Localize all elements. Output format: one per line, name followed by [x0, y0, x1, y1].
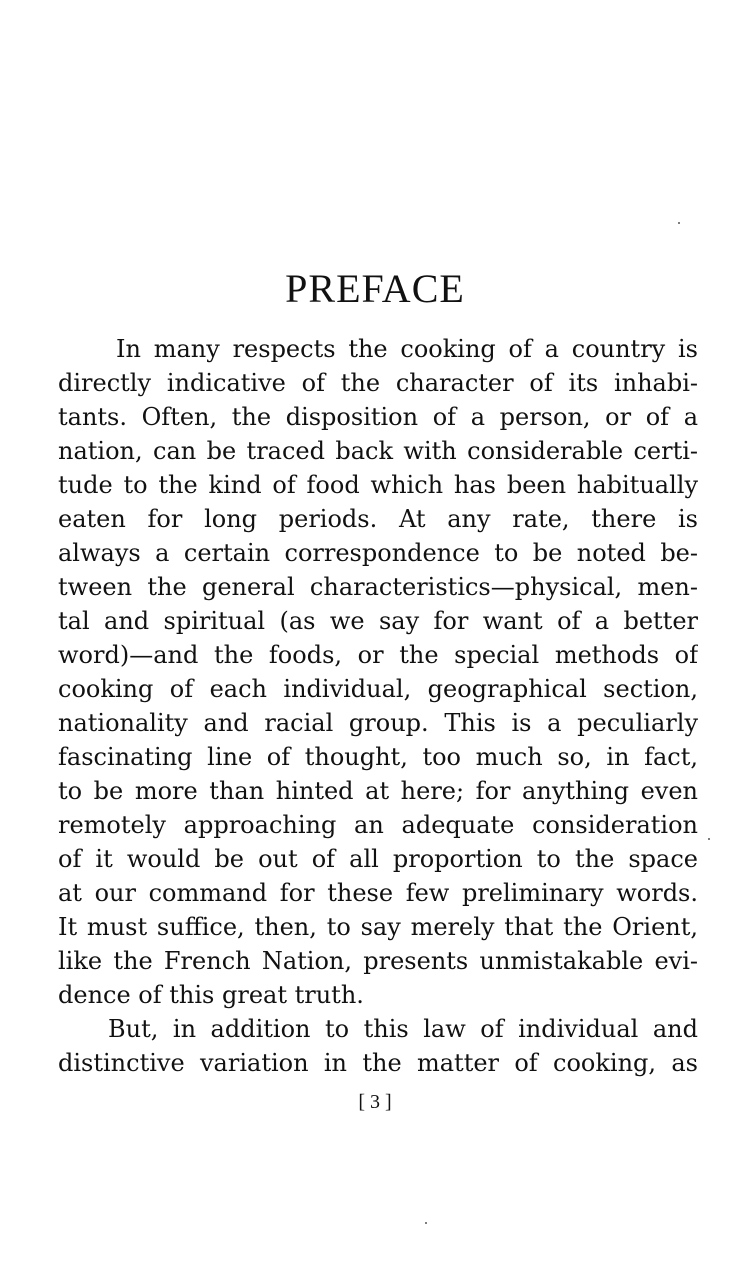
print-speck: [678, 222, 680, 224]
text-line: tude to the kind of food which has been habitually: [58, 471, 698, 499]
print-speck: [425, 1222, 427, 1224]
text-line: to be more than hinted at here; for anything even: [58, 777, 698, 805]
text-line: always a certain correspondence to be noted be-: [58, 539, 698, 567]
page-number: [ 3 ]: [358, 1091, 392, 1113]
print-speck: [708, 838, 710, 840]
text-line: tants. Often, the disposition of a person, or of a: [58, 403, 698, 431]
text-line: directly indicative of the character of its inhabi-: [58, 369, 698, 397]
preface-body: [58, 332, 698, 1080]
text-line: of it would be out of all proportion to the space: [58, 845, 698, 873]
text-line: tween the general characteristics—physical, men-: [58, 573, 698, 601]
text-line: like the French Nation, presents unmistakable evi-: [58, 947, 698, 975]
text-line: nationality and racial group. This is a peculiarly: [58, 709, 698, 737]
text-line: at our command for these few preliminary words.: [58, 879, 698, 907]
text-line: fascinating line of thought, too much so, in fact,: [58, 743, 698, 771]
text-line: eaten for long periods. At any rate, there is: [58, 505, 698, 533]
text-line: word)—and the foods, or the special methods of: [58, 641, 698, 669]
page-title: PREFACE: [285, 266, 465, 311]
text-line: It must suffice, then, to say merely that the Orient,: [58, 913, 698, 941]
text-line: remotely approaching an adequate consideration: [58, 811, 698, 839]
text-line: In many respects the cooking of a country is: [116, 335, 698, 363]
text-line: dence of this great truth.: [58, 981, 364, 1009]
text-line: nation, can be traced back with considerable certi-: [58, 437, 698, 465]
text-line: But, in addition to this law of individual and: [108, 1015, 698, 1043]
text-line: cooking of each individual, geographical section,: [58, 675, 698, 703]
text-line: distinctive variation in the matter of cooking, as: [58, 1049, 698, 1077]
text-line: tal and spiritual (as we say for want of a better: [58, 607, 698, 635]
